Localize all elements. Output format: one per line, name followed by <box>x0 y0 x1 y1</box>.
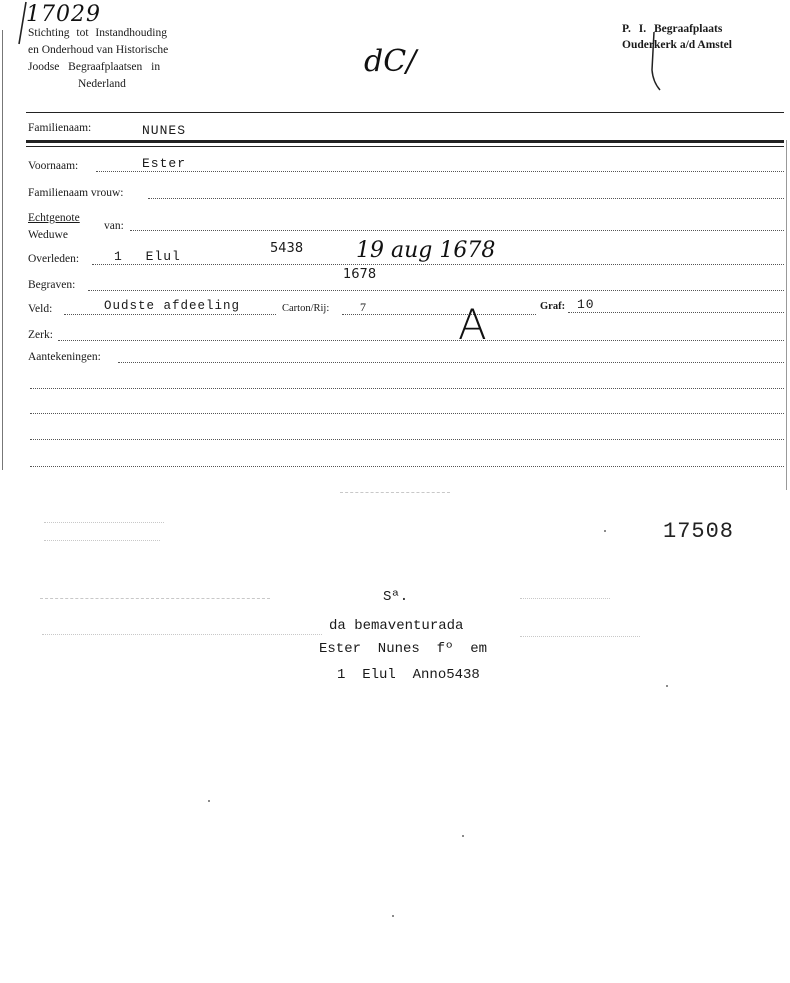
double-rule-bottom <box>26 146 784 147</box>
overleden-year: 5438 <box>270 241 304 256</box>
place-line-1: P. I. Begraafplaats <box>622 23 723 35</box>
org-line-1: Stichting tot Instandhouding <box>28 27 167 39</box>
voornaam-value: Ester <box>142 156 187 171</box>
zerk-label: Zerk: <box>28 329 53 341</box>
familienaam-vrouw-label: Familienaam vrouw: <box>28 187 124 199</box>
overleden-handwritten-date: 19 aug 1678 <box>356 238 496 263</box>
graf-label: Graf: <box>540 301 566 312</box>
card-left-edge <box>2 30 3 470</box>
scan-artifact <box>604 530 606 532</box>
scan-artifact <box>666 685 668 687</box>
zerk-line <box>58 340 784 341</box>
inscription-line-2: da bemaventurada <box>329 618 464 634</box>
note-line-2 <box>30 388 784 389</box>
familienaam-vrouw-line <box>148 198 784 199</box>
overleden-line <box>92 264 784 265</box>
veld-label: Veld: <box>28 303 53 315</box>
org-line-2: en Onderhoud van Historische <box>28 44 169 56</box>
header-rule <box>26 112 784 113</box>
carton-label: Carton/Rij: <box>282 303 330 314</box>
place-line-2: Ouderkerk a/d Amstel <box>622 39 732 51</box>
voornaam-label: Voornaam: <box>28 160 79 172</box>
note-line-4 <box>30 439 784 440</box>
handwritten-card-number: 17029 <box>26 2 101 27</box>
org-line-3: Joodse Begraafplaatsen in <box>28 61 161 73</box>
carton-value: 7 <box>360 300 366 314</box>
handwritten-slash-mark <box>16 0 30 46</box>
handwritten-stroke-mark <box>644 30 664 92</box>
double-rule-top <box>26 140 784 143</box>
org-line-4: Nederland <box>78 78 126 90</box>
scan-artifact <box>44 540 160 541</box>
note-line-3 <box>30 413 784 414</box>
voornaam-line <box>96 171 784 172</box>
scan-artifact <box>462 835 464 837</box>
echtgenote-label: Echtgenote <box>28 212 80 224</box>
inscription-line-3: Ester Nunes fº em <box>319 641 488 657</box>
familienaam-value: NUNES <box>142 123 187 138</box>
inscription-line-4: 1 Elul Anno5438 <box>337 667 480 683</box>
begraven-line <box>88 290 784 291</box>
handwritten-letter: A <box>458 300 487 349</box>
scan-artifact <box>392 915 394 917</box>
familienaam-label: Familienaam: <box>28 122 92 134</box>
scan-artifact <box>42 634 322 635</box>
aantekeningen-label: Aantekeningen: <box>28 351 101 363</box>
begraven-label: Begraven: <box>28 279 76 291</box>
scan-artifact <box>40 598 270 599</box>
aantekeningen-line <box>118 362 784 363</box>
carton-line <box>342 314 536 315</box>
veld-value: Oudste afdeeling <box>104 299 241 313</box>
handwritten-code: dC/ <box>364 44 417 79</box>
graf-value: 10 <box>577 297 595 312</box>
weduwe-label: Weduwe <box>28 229 68 241</box>
record-id: 17508 <box>663 519 735 544</box>
overleden-value: 1 Elul <box>114 249 181 264</box>
scan-artifact <box>208 800 210 802</box>
van-label: van: <box>104 220 124 232</box>
scan-artifact <box>520 636 640 637</box>
van-line <box>130 230 784 231</box>
inscription-line-1: Sª. <box>383 589 409 605</box>
note-line-5 <box>30 466 784 467</box>
scan-artifact <box>520 598 610 599</box>
card-right-edge <box>786 140 787 490</box>
scan-artifact <box>44 522 164 523</box>
graf-line <box>568 312 784 313</box>
overleden-label: Overleden: <box>28 253 80 265</box>
begraven-year: 1678 <box>343 267 377 282</box>
scan-artifact <box>340 492 450 493</box>
veld-line <box>64 314 276 315</box>
